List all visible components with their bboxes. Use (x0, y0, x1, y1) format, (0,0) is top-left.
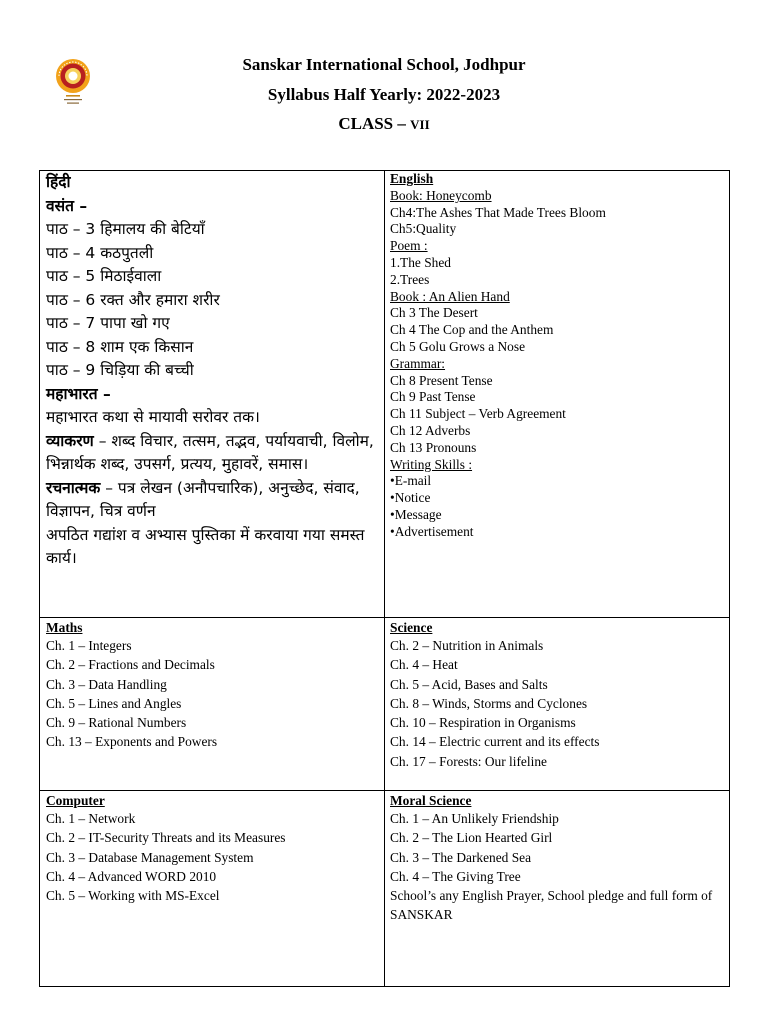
syllabus-title: Syllabus Half Yearly: 2022-2023 (267, 85, 501, 104)
hindi-vasant-heading: वसंत – (46, 196, 88, 215)
computer-item: Ch. 1 – Network (46, 811, 136, 826)
computer-item: Ch. 4 – Advanced WORD 2010 (46, 868, 217, 884)
computer-title: Computer (46, 793, 105, 808)
computer-item: Ch. 5 – Working with MS-Excel (46, 888, 220, 904)
maths-item: Ch. 13 – Exponents and Powers (46, 734, 218, 750)
hindi-mahabharat-heading: महाभारत – (46, 384, 111, 403)
moral-science-item: Ch. 4 – The Giving Tree (390, 868, 521, 884)
english-item: Ch5:Quality (390, 221, 457, 237)
maths-item: Ch. 3 – Data Handling (46, 676, 167, 692)
moral-science-item: Ch. 3 – The Darkened Sea (390, 849, 532, 865)
hindi-lesson: पाठ – 9 चिड़िया की बच्ची (46, 361, 194, 379)
science-item: Ch. 10 – Respiration in Organisms (390, 715, 576, 731)
moral-science-note: School’s any English Prayer, School pledge and full form of SANSKAR (390, 888, 713, 923)
moral-science-item: Ch. 1 – An Unlikely Friendship (390, 811, 559, 826)
moral-science-title: Moral Science (390, 793, 472, 808)
computer-item: Ch. 3 – Database Management System (46, 849, 254, 865)
science-cell (385, 618, 730, 791)
vyakaran-label: व्याकरण (46, 431, 94, 450)
english-item: Ch 5 Golu Grows a Nose (390, 338, 526, 354)
science-title: Science (390, 620, 433, 635)
class-heading (0, 114, 768, 134)
maths-item: Ch. 9 – Rational Numbers (46, 715, 187, 731)
science-item: Ch. 5 – Acid, Bases and Salts (390, 676, 548, 692)
science-item: Ch. 2 – Nutrition in Animals (390, 638, 544, 653)
rachnatmak-text: – पत्र लेखन (अनौपचारिक), अनुच्छेद, संवाद, विज्ञापन, चित्र वर्णन (46, 478, 360, 520)
class-value: VII (410, 117, 430, 132)
hindi-lesson: पाठ – 6 रक्त और हमारा शरीर (46, 290, 220, 309)
maths-item: Ch. 2 – Fractions and Decimals (46, 657, 215, 673)
english-item: Ch 11 Subject – Verb Agreement (390, 406, 566, 422)
science-item: Ch. 4 – Heat (390, 657, 458, 673)
vyakaran-text: – शब्द विचार, तत्सम, तद्भव, पर्यायवाची, विलोम, भिन्नार्थक शब्द, उपसर्ग, प्रत्यय, मुहावरें, समास। (46, 431, 374, 473)
english-item: •E-mail (390, 473, 432, 489)
english-item: Ch4:The Ashes That Made Trees Bloom (390, 204, 606, 220)
maths-title: Maths (46, 620, 83, 635)
english-book1: Book: Honeycomb (390, 187, 492, 203)
maths-cell (40, 618, 385, 791)
hindi-mahabharat-text: महाभारत कथा से मायावी सरोवर तक। (46, 408, 260, 426)
english-writing: Writing Skills : (390, 456, 473, 472)
english-title: English (390, 171, 434, 186)
science-item: Ch. 14 – Electric current and its effects (390, 734, 600, 750)
english-item: Ch 3 The Desert (390, 305, 478, 321)
hindi-apathit: अपठित गद्यांश व अभ्यास पुस्तिका में करवाया गया समस्त कार्य। (46, 525, 365, 567)
science-item: Ch. 8 – Winds, Storms and Cyclones (390, 695, 588, 711)
hindi-lesson: पाठ – 4 कठपुतली (46, 243, 154, 262)
hindi-lesson: पाठ – 7 पापा खो गए (46, 314, 170, 332)
english-item: 2.Trees (390, 271, 430, 287)
class-prefix: CLASS (338, 114, 394, 133)
english-item: Ch 4 The Cop and the Anthem (390, 322, 554, 338)
english-item: •Notice (390, 490, 431, 506)
english-item: Ch 9 Past Tense (390, 389, 476, 405)
maths-item: Ch. 1 – Integers (46, 638, 132, 653)
english-cell (385, 171, 730, 618)
hindi-lesson: पाठ – 5 मिठाईवाला (46, 267, 162, 285)
hindi-title: हिंदी (46, 173, 71, 191)
computer-cell (40, 791, 385, 987)
hindi-lesson: पाठ – 3 हिमालय की बेटियाँ (46, 220, 205, 238)
table-row (40, 171, 730, 618)
english-grammar: Grammar: (390, 355, 446, 371)
english-poem: Poem : (390, 238, 428, 254)
english-item: Ch 13 Pronouns (390, 439, 477, 455)
hindi-rachnatmak (46, 477, 378, 524)
english-item: •Message (390, 506, 442, 522)
english-item: Ch 12 Adverbs (390, 422, 471, 438)
english-book2: Book : An Alien Hand (390, 288, 510, 304)
table-row (40, 618, 730, 791)
school-name: Sanskar International School, Jodhpur (242, 55, 526, 74)
maths-item: Ch. 5 – Lines and Angles (46, 695, 182, 711)
class-dash: – (397, 114, 406, 133)
moral-science-item: Ch. 2 – The Lion Hearted Girl (390, 830, 553, 846)
science-item: Ch. 17 – Forests: Our lifeline (390, 753, 547, 769)
table-row (40, 791, 730, 987)
english-item: •Advertisement (390, 523, 474, 539)
moral-science-cell (385, 791, 730, 987)
syllabus-table (39, 170, 730, 987)
computer-item: Ch. 2 – IT-Security Threats and its Measures (46, 830, 286, 846)
hindi-vyakaran (46, 430, 378, 477)
rachnatmak-label: रचनात्मक (46, 478, 101, 497)
hindi-lesson: पाठ – 8 शाम एक किसान (46, 337, 194, 356)
hindi-cell (40, 171, 385, 618)
english-item: 1.The Shed (390, 254, 451, 270)
english-item: Ch 8 Present Tense (390, 372, 493, 388)
